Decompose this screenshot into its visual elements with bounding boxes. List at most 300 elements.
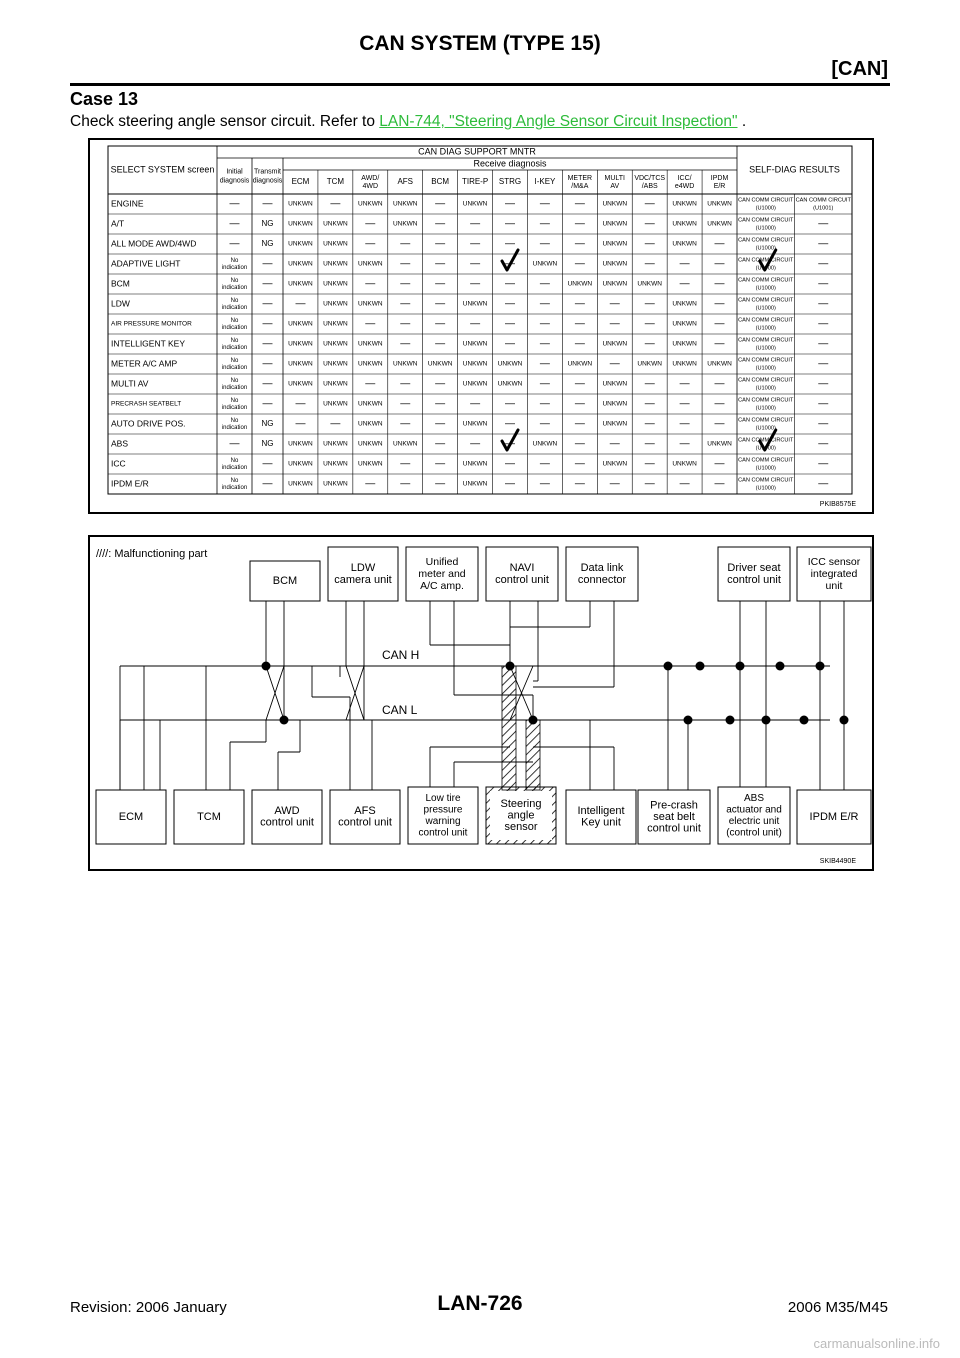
instruction-prefix: Check steering angle sensor circuit. Refer to xyxy=(70,113,380,130)
bottom-unit-label: AWD xyxy=(274,805,300,818)
receive-column-header: MULTI xyxy=(604,174,626,182)
row-receive-cell: — xyxy=(679,398,690,410)
row-receive-cell: — xyxy=(644,378,655,390)
top-unit-label: A/C amp. xyxy=(420,579,464,592)
row-receive-cell: — xyxy=(295,418,306,430)
row-self-diag-code: (U1000) xyxy=(755,405,776,412)
row-receive-cell: — xyxy=(400,258,411,270)
row-self-diag-code: (U1000) xyxy=(755,365,776,372)
row-receive-cell: — xyxy=(714,418,725,430)
row-receive-cell: — xyxy=(714,458,725,470)
inspection-link[interactable]: LAN-744, "Steering Angle Sensor Circuit Inspection" xyxy=(379,113,738,130)
receive-column-header: E/R xyxy=(713,182,726,190)
row-receive-cell: — xyxy=(505,458,515,470)
row-receive-cell: UNKWN xyxy=(672,200,697,208)
row-initial-diagnosis: — xyxy=(229,198,240,210)
row-receive-cell: — xyxy=(400,378,411,390)
bottom-unit-box xyxy=(638,790,710,844)
row-receive-cell: UNKWN xyxy=(602,240,628,248)
row-self-diag-result: — xyxy=(818,438,829,450)
row-receive-cell: — xyxy=(400,298,411,310)
row-receive-cell: — xyxy=(679,378,690,390)
row-receive-cell: — xyxy=(505,218,515,230)
row-receive-cell: UNKWN xyxy=(672,340,697,348)
row-receive-cell: UNKWN xyxy=(323,320,348,328)
table-row xyxy=(111,337,828,351)
row-transmit-diagnosis: — xyxy=(262,398,273,410)
row-self-diag-code: (U1000) xyxy=(755,205,776,212)
top-unit-box xyxy=(486,547,558,601)
row-receive-cell: — xyxy=(539,318,550,330)
row-receive-cell: UNKWN xyxy=(497,380,523,388)
row-receive-cell: — xyxy=(435,218,446,230)
row-receive-cell: — xyxy=(505,318,515,330)
initial-diagnosis-header: diagnosis xyxy=(219,177,250,185)
table-title: CAN DIAG SUPPORT MNTR xyxy=(418,146,536,157)
row-receive-cell: — xyxy=(400,318,411,330)
row-receive-cell: UNKWN xyxy=(497,360,523,368)
table-row xyxy=(111,417,828,431)
row-receive-cell: UNKWN xyxy=(707,220,732,228)
row-self-diag-code: (U1000) xyxy=(755,305,776,312)
row-receive-cell: — xyxy=(470,258,481,270)
row-receive-cell: UNKWN xyxy=(323,380,348,388)
row-receive-cell: — xyxy=(574,338,585,350)
row-receive-cell: — xyxy=(505,278,515,290)
row-self-diag-result: — xyxy=(818,238,829,250)
select-system-header: SELECT SYSTEM screen xyxy=(110,164,215,175)
row-receive-cell: — xyxy=(574,398,585,410)
can-h-label: CAN H xyxy=(382,648,420,662)
row-receive-cell: — xyxy=(644,338,655,350)
row-system-name: A/T xyxy=(111,218,125,229)
row-receive-cell: — xyxy=(400,238,411,250)
row-receive-cell: — xyxy=(505,238,515,250)
receive-column-header: I-KEY xyxy=(534,177,556,187)
top-unit-label: meter and xyxy=(418,567,466,580)
row-receive-cell: UNKWN xyxy=(358,460,383,468)
bottom-unit-label: (control unit) xyxy=(726,827,782,839)
row-receive-cell: — xyxy=(435,298,446,310)
row-receive-cell: — xyxy=(470,278,481,290)
row-receive-cell: UNKWN xyxy=(288,280,313,288)
row-receive-cell: UNKWN xyxy=(532,440,558,448)
bottom-unit-label: ECM xyxy=(118,810,144,823)
junction-dot xyxy=(506,662,515,671)
row-self-diag-result: CAN COMM CIRCUIT xyxy=(795,197,851,204)
row-transmit-diagnosis: — xyxy=(262,378,273,390)
row-self-diag-result: CAN COMM CIRCUIT xyxy=(738,377,794,384)
row-transmit-diagnosis: — xyxy=(262,278,273,290)
row-receive-cell: — xyxy=(609,298,620,310)
junction-dot xyxy=(840,716,849,725)
row-receive-cell: — xyxy=(400,458,411,470)
row-self-diag-result: CAN COMM CIRCUIT xyxy=(738,457,794,464)
row-self-diag-code: (U1000) xyxy=(755,285,776,292)
row-receive-cell: — xyxy=(505,258,515,270)
row-initial-diagnosis: indication xyxy=(221,365,248,372)
row-receive-cell: UNKWN xyxy=(288,260,313,268)
row-initial-diagnosis: No xyxy=(230,278,239,285)
table-row xyxy=(111,357,828,371)
receive-column-header: STRG xyxy=(498,177,522,187)
receive-diagnosis-header: Receive diagnosis xyxy=(473,158,547,169)
row-receive-cell: UNKWN xyxy=(532,260,558,268)
receive-column-header: IPDM xyxy=(710,174,729,182)
instruction-suffix: . xyxy=(737,113,747,130)
row-self-diag-code: (U1000) xyxy=(755,445,776,452)
row-receive-cell: — xyxy=(714,338,725,350)
bottom-unit-label: control unit xyxy=(260,816,314,829)
row-receive-cell: — xyxy=(470,238,481,250)
bottom-unit-box xyxy=(718,787,790,844)
row-transmit-diagnosis: — xyxy=(262,258,273,270)
row-receive-cell: UNKWN xyxy=(288,460,313,468)
row-receive-cell: UNKWN xyxy=(392,360,418,368)
row-receive-cell: — xyxy=(365,278,376,290)
bottom-unit-label: warning xyxy=(425,815,461,827)
row-receive-cell: — xyxy=(365,238,376,250)
row-receive-cell: — xyxy=(435,338,446,350)
top-unit-label: Driver seat xyxy=(727,561,781,574)
row-self-diag-result: CAN COMM CIRCUIT xyxy=(738,477,794,484)
row-transmit-diagnosis: — xyxy=(262,318,273,330)
top-unit-label: connector xyxy=(577,573,627,586)
bottom-unit-box xyxy=(252,790,322,844)
row-receive-cell: — xyxy=(435,458,446,470)
row-receive-cell: — xyxy=(435,378,446,390)
receive-column-header: AWD/ xyxy=(361,174,380,182)
malfunction-legend: ////: Malfunctioning part xyxy=(96,548,208,560)
row-self-diag-result: — xyxy=(818,278,829,290)
row-system-name: ABS xyxy=(111,438,129,449)
can-l-label: CAN L xyxy=(382,703,418,717)
footer-model: 2006 M35/M45 xyxy=(787,1299,888,1316)
row-receive-cell: — xyxy=(400,398,411,410)
bottom-unit-label: sensor xyxy=(504,820,538,833)
row-receive-cell: UNKWN xyxy=(672,360,697,368)
row-system-name: AIR PRESSURE MONITOR xyxy=(111,320,192,328)
row-receive-cell: — xyxy=(644,318,655,330)
watermark: carmanualsonline.info xyxy=(813,1336,940,1351)
row-self-diag-result: — xyxy=(818,258,829,270)
row-receive-cell: — xyxy=(714,398,725,410)
row-receive-cell: UNKWN xyxy=(288,240,313,248)
row-receive-cell: UNKWN xyxy=(602,380,628,388)
row-initial-diagnosis: indication xyxy=(221,265,248,272)
receive-column-header: ECM xyxy=(291,177,310,187)
row-receive-cell: UNKWN xyxy=(288,480,313,488)
row-receive-cell: — xyxy=(644,478,655,490)
row-system-name: PRECRASH SEATBELT xyxy=(111,400,182,408)
bottom-unit-box xyxy=(330,790,400,844)
row-transmit-diagnosis: NG xyxy=(261,419,274,429)
junction-dot xyxy=(816,662,825,671)
junction-dot xyxy=(736,662,745,671)
row-receive-cell: UNKWN xyxy=(602,280,628,288)
top-unit-box xyxy=(328,547,398,601)
row-self-diag-result: CAN COMM CIRCUIT xyxy=(738,317,794,324)
row-self-diag-code: (U1000) xyxy=(755,245,776,252)
row-self-diag-result: — xyxy=(818,338,829,350)
row-receive-cell: UNKWN xyxy=(707,360,732,368)
diagram-figure-code: SKIB4490E xyxy=(819,858,856,865)
row-initial-diagnosis: No xyxy=(230,318,239,325)
row-receive-cell: UNKWN xyxy=(358,420,383,428)
row-receive-cell: — xyxy=(539,358,550,370)
row-receive-cell: — xyxy=(574,418,585,430)
row-receive-cell: UNKWN xyxy=(392,440,418,448)
row-initial-diagnosis: No xyxy=(230,458,239,465)
row-receive-cell: — xyxy=(644,218,655,230)
junction-dot xyxy=(696,662,705,671)
row-receive-cell: UNKWN xyxy=(462,200,488,208)
row-receive-cell: UNKWN xyxy=(323,340,348,348)
table-row xyxy=(111,197,851,211)
row-self-diag-result: CAN COMM CIRCUIT xyxy=(738,337,794,344)
row-receive-cell: UNKWN xyxy=(358,360,383,368)
row-receive-cell: — xyxy=(470,438,481,450)
junction-dot xyxy=(684,716,693,725)
row-receive-cell: UNKWN xyxy=(602,220,628,228)
bottom-unit-label: AFS xyxy=(354,805,376,818)
top-unit-label: Data link xyxy=(580,561,624,574)
bottom-unit-box xyxy=(174,790,244,844)
table-row xyxy=(111,317,828,331)
row-receive-cell: UNKWN xyxy=(462,300,488,308)
row-receive-cell: — xyxy=(574,198,585,210)
row-receive-cell: — xyxy=(644,438,655,450)
row-receive-cell: UNKWN xyxy=(462,380,488,388)
row-initial-diagnosis: indication xyxy=(221,345,248,352)
table-row xyxy=(111,477,828,491)
row-receive-cell: UNKWN xyxy=(358,300,383,308)
row-self-diag-result: — xyxy=(818,478,829,490)
row-receive-cell: UNKWN xyxy=(358,200,383,208)
junction-dot xyxy=(664,662,673,671)
table-row xyxy=(111,297,828,311)
transmit-diagnosis-header: diagnosis xyxy=(252,177,283,185)
row-receive-cell: — xyxy=(505,198,515,210)
top-unit-label: LDW xyxy=(350,561,376,574)
row-self-diag-result: — xyxy=(818,458,829,470)
row-receive-cell: UNKWN xyxy=(358,260,383,268)
row-receive-cell: UNKWN xyxy=(672,240,697,248)
row-receive-cell: UNKWN xyxy=(288,200,313,208)
row-receive-cell: UNKWN xyxy=(602,420,628,428)
junction-dot xyxy=(776,662,785,671)
row-receive-cell: UNKWN xyxy=(323,220,348,228)
row-transmit-diagnosis: — xyxy=(262,338,273,350)
initial-diagnosis-header: Initial xyxy=(226,168,243,176)
row-initial-diagnosis: No xyxy=(230,478,239,485)
case-title: Case 13 xyxy=(70,89,139,109)
row-initial-diagnosis: — xyxy=(229,218,240,230)
row-receive-cell: — xyxy=(714,318,725,330)
row-receive-cell: UNKWN xyxy=(288,320,313,328)
malfunction-wire-hatch xyxy=(526,720,540,790)
row-receive-cell: UNKWN xyxy=(567,280,593,288)
table-figure-code: PKIB8575E xyxy=(819,501,856,508)
row-self-diag-result: — xyxy=(818,398,829,410)
bottom-unit-box xyxy=(96,790,166,844)
bottom-unit-label: Steering xyxy=(500,797,542,810)
table-row xyxy=(111,217,828,231)
row-receive-cell: — xyxy=(400,278,411,290)
bottom-unit-label: ABS xyxy=(743,792,765,804)
row-self-diag-result: CAN COMM CIRCUIT xyxy=(738,357,794,364)
row-transmit-diagnosis: NG xyxy=(261,219,274,229)
row-receive-cell: UNKWN xyxy=(602,260,628,268)
row-self-diag-code: (U1000) xyxy=(755,265,776,272)
header-rule xyxy=(70,83,890,86)
row-initial-diagnosis: No xyxy=(230,298,239,305)
row-receive-cell: — xyxy=(609,478,620,490)
row-receive-cell: UNKWN xyxy=(567,360,593,368)
row-transmit-diagnosis: — xyxy=(262,458,273,470)
row-receive-cell: — xyxy=(539,218,550,230)
row-system-name: ADAPTIVE LIGHT xyxy=(111,258,181,269)
row-self-diag-code: (U1000) xyxy=(755,345,776,352)
row-receive-cell: — xyxy=(505,478,515,490)
row-receive-cell: UNKWN xyxy=(672,220,697,228)
row-receive-cell: — xyxy=(539,338,550,350)
bottom-unit-box xyxy=(486,787,556,844)
row-receive-cell: UNKWN xyxy=(462,340,488,348)
top-unit-box xyxy=(718,547,790,601)
bottom-unit-label: Intelligent xyxy=(577,805,625,818)
junction-dot xyxy=(726,716,735,725)
receive-column-header: /M&A xyxy=(571,182,589,190)
transmit-diagnosis-header: Transmit xyxy=(254,168,281,176)
row-receive-cell: — xyxy=(539,398,550,410)
row-self-diag-result: CAN COMM CIRCUIT xyxy=(738,237,794,244)
row-receive-cell: — xyxy=(644,238,655,250)
row-receive-cell: — xyxy=(679,478,690,490)
row-receive-cell: — xyxy=(644,458,655,470)
row-initial-diagnosis: No xyxy=(230,338,239,345)
row-receive-cell: — xyxy=(435,418,446,430)
row-receive-cell: — xyxy=(574,458,585,470)
receive-column-header: 4WD xyxy=(362,182,379,190)
bottom-unit-label: TCM xyxy=(197,810,221,823)
row-transmit-diagnosis: — xyxy=(262,298,273,310)
row-receive-cell: UNKWN xyxy=(358,340,383,348)
row-receive-cell: UNKWN xyxy=(323,240,348,248)
row-initial-diagnosis: No xyxy=(230,398,239,405)
junction-dot xyxy=(762,716,771,725)
top-unit-box xyxy=(566,547,638,601)
row-receive-cell: UNKWN xyxy=(707,200,732,208)
row-initial-diagnosis: indication xyxy=(221,425,248,432)
junction-dot xyxy=(800,716,809,725)
page-header-title: CAN SYSTEM (TYPE 15) xyxy=(359,32,601,55)
row-receive-cell: — xyxy=(435,258,446,270)
row-receive-cell: — xyxy=(574,218,585,230)
row-receive-cell: UNKWN xyxy=(358,440,383,448)
top-unit-label: integrated xyxy=(810,567,858,580)
row-self-diag-result: — xyxy=(818,418,829,430)
row-transmit-diagnosis: NG xyxy=(261,239,274,249)
row-receive-cell: — xyxy=(539,298,550,310)
row-initial-diagnosis: No xyxy=(230,358,239,365)
row-self-diag-result: — xyxy=(818,298,829,310)
top-unit-label: NAVI xyxy=(509,561,535,574)
footer-revision: Revision: 2006 January xyxy=(70,1299,227,1316)
bottom-unit-label: control unit xyxy=(338,816,392,829)
receive-column-header: AFS xyxy=(397,177,414,187)
row-receive-cell: UNKWN xyxy=(323,280,348,288)
row-receive-cell: — xyxy=(505,338,515,350)
row-self-diag-code: (U1000) xyxy=(755,225,776,232)
can-network-diagram-figure xyxy=(88,535,874,871)
row-receive-cell: UNKWN xyxy=(637,360,662,368)
bottom-unit-label: control unit xyxy=(647,822,701,835)
receive-column-header: TIRE-P xyxy=(461,177,489,187)
bottom-unit-label: seat belt xyxy=(653,810,695,823)
row-self-diag-result: — xyxy=(818,358,829,370)
row-self-diag-code: (U1000) xyxy=(755,465,776,472)
receive-column-header: TCM xyxy=(326,177,345,187)
row-receive-cell: — xyxy=(470,218,481,230)
row-self-diag-result: — xyxy=(818,218,829,230)
table-row xyxy=(111,237,828,251)
row-transmit-diagnosis: — xyxy=(262,198,273,210)
bottom-unit-label: angle xyxy=(507,809,535,822)
row-receive-cell: — xyxy=(714,278,725,290)
row-receive-cell: — xyxy=(644,298,655,310)
row-system-name: IPDM E/R xyxy=(111,478,149,489)
row-initial-diagnosis: No xyxy=(230,258,239,265)
can-diag-table-figure xyxy=(88,138,874,514)
row-receive-cell: — xyxy=(435,238,446,250)
bottom-unit-label: Low tire xyxy=(425,792,461,804)
row-receive-cell: — xyxy=(539,278,550,290)
row-self-diag-code: (U1001) xyxy=(813,205,834,212)
row-receive-cell: UNKWN xyxy=(602,200,628,208)
row-receive-cell: — xyxy=(714,478,725,490)
row-receive-cell: — xyxy=(505,438,515,450)
row-self-diag-code: (U1000) xyxy=(755,425,776,432)
row-receive-cell: — xyxy=(609,438,620,450)
row-receive-cell: UNKWN xyxy=(462,360,488,368)
row-receive-cell: UNKWN xyxy=(288,440,313,448)
receive-column-header: e4WD xyxy=(674,182,695,190)
row-receive-cell: UNKWN xyxy=(288,360,313,368)
bottom-unit-label: pressure xyxy=(423,804,463,816)
row-system-name: INTELLIGENT KEY xyxy=(111,338,186,349)
row-receive-cell: — xyxy=(470,318,481,330)
section-tag: [CAN] xyxy=(831,58,888,80)
row-receive-cell: — xyxy=(365,218,376,230)
row-receive-cell: UNKWN xyxy=(602,340,628,348)
row-transmit-diagnosis: — xyxy=(262,478,273,490)
row-self-diag-code: (U1000) xyxy=(755,485,776,492)
row-receive-cell: — xyxy=(574,318,585,330)
row-receive-cell: UNKWN xyxy=(323,260,348,268)
receive-column-header: /ABS xyxy=(641,182,658,190)
receive-column-header: VDC/TCS xyxy=(634,174,666,182)
row-receive-cell: — xyxy=(539,238,550,250)
table-row xyxy=(111,257,828,271)
row-initial-diagnosis: — xyxy=(229,438,240,450)
row-receive-cell: — xyxy=(435,318,446,330)
row-initial-diagnosis: indication xyxy=(221,305,248,312)
row-initial-diagnosis: indication xyxy=(221,465,248,472)
row-receive-cell: — xyxy=(679,418,690,430)
row-receive-cell: — xyxy=(609,318,620,330)
row-receive-cell: — xyxy=(365,378,376,390)
